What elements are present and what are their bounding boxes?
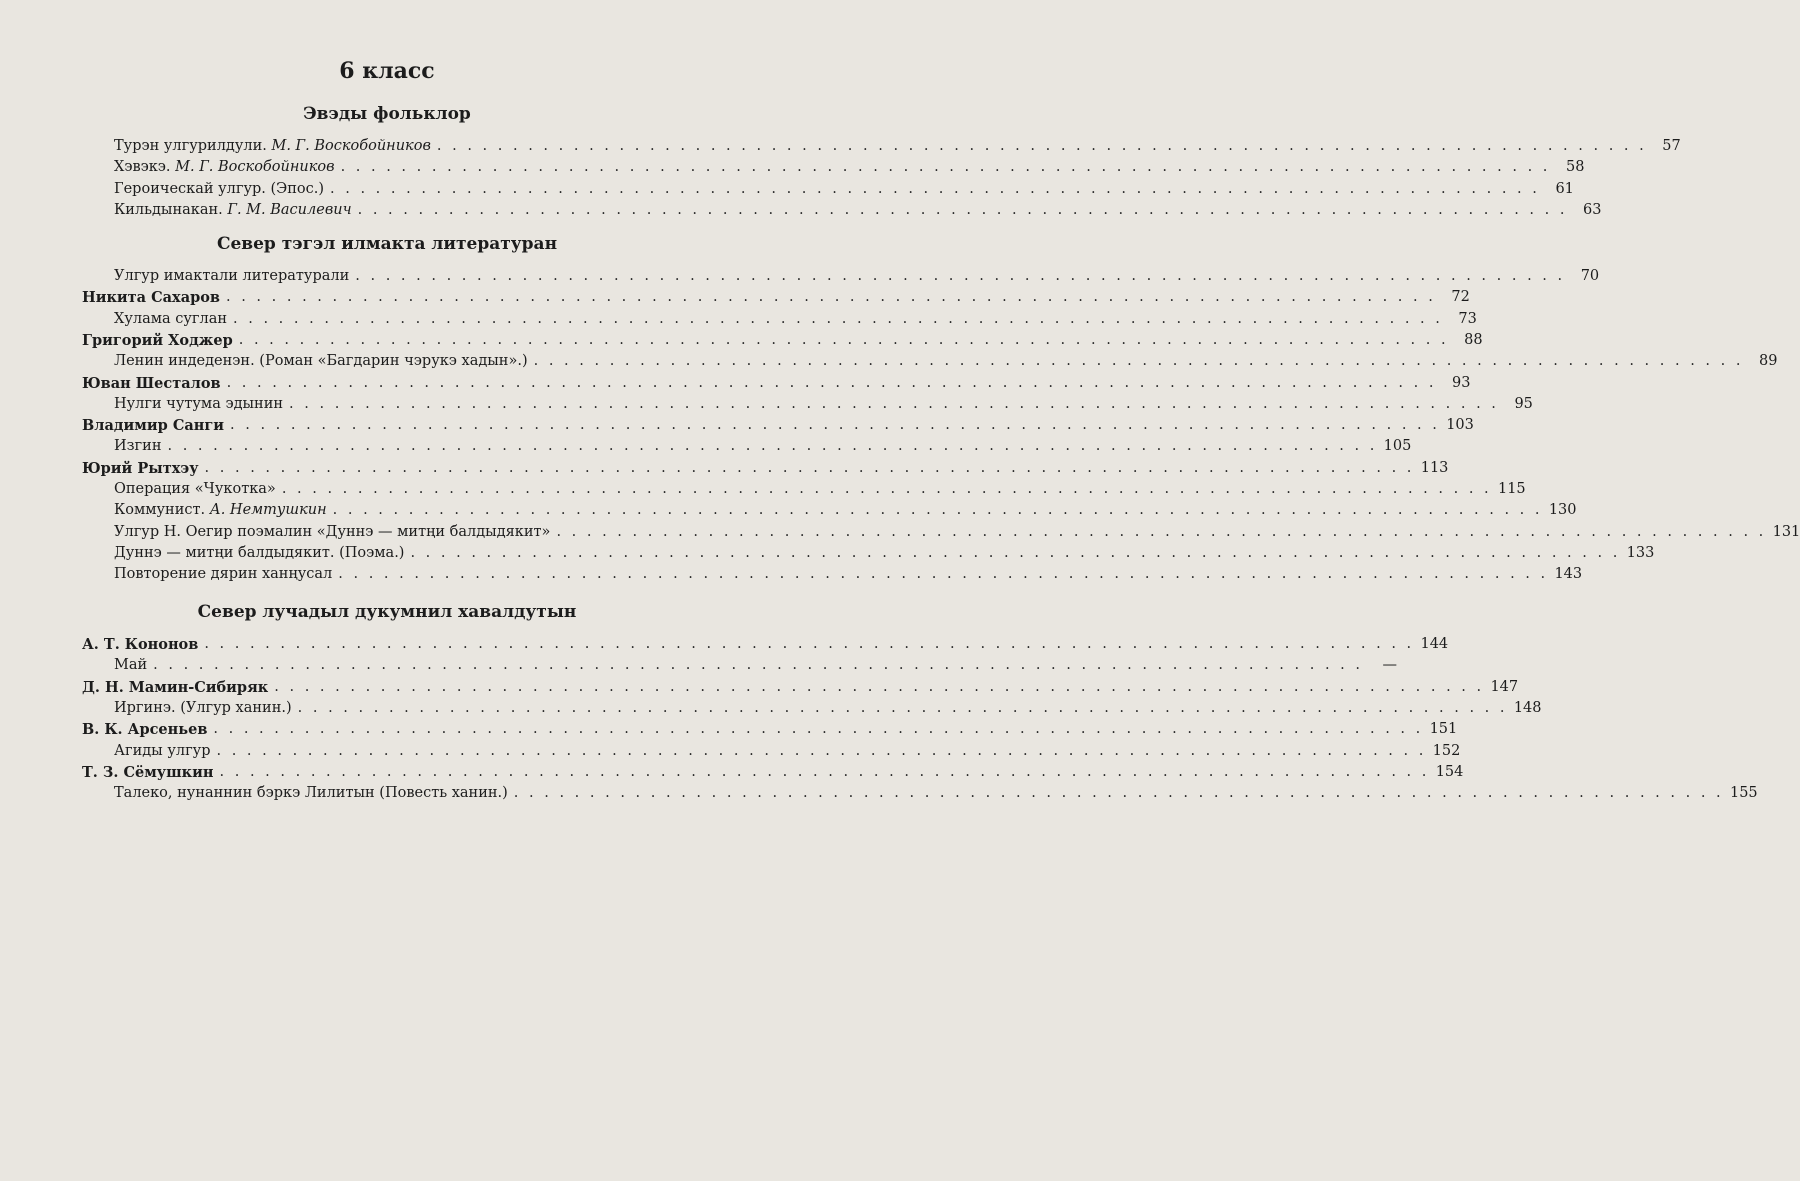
toc-entry xyxy=(114,783,1758,804)
entry-title: Улгур Н. Оегир поэмалин «Дуннэ — митңи балдыдякит» xyxy=(114,523,551,540)
toc-entry xyxy=(114,655,1398,676)
entry-author: Г. М. Василевич xyxy=(227,201,352,218)
entry-title: Нулги чутума эдынин xyxy=(114,395,284,412)
dot-leader: . . . . . . . . . . . . . . . . . . . . . . . . . . . . . . . . . . . . . . . . . . . . . . . . . . . . . . . . . . . . . . . . . . . . . . . . . . . . . . . . xyxy=(219,763,1430,780)
entry-title: Иргинэ. (Улгур ханин.) xyxy=(114,699,292,716)
page-number: 115 xyxy=(1497,481,1526,497)
toc-entry xyxy=(114,157,1585,178)
toc-entry xyxy=(114,564,1583,585)
dot-leader: . . . . . . . . . . . . . . . . . . . . . . . . . . . . . . . . . . . . . . . . . . . . . . . . . . . . . . . . . . . . . . . . . . . . . . . . . . . . . . . . xyxy=(330,180,1540,197)
page-number: 72 xyxy=(1451,289,1470,306)
dot-leader: . . . . . . . . . . . . . . . . . . . . . . . . . . . . . . . . . . . . . . . . . . . . . . . . . . . . . . . . . . . . . . . . . . . . . . . . . . . . . . . . xyxy=(233,310,1443,327)
section-title: Север лучадыл дукумнил хавалдутын xyxy=(197,602,577,622)
toc-author-entry xyxy=(82,287,1470,308)
toc-entry xyxy=(114,351,1778,372)
dot-leader: . . . . . . . . . . . . . . . . . . . . . . . . . . . . . . . . . . . . . . . . . . . . . . . . . . . . . . . . . . . . . . . . . . . . . . . . . . . . . . . . xyxy=(238,331,1449,348)
toc-author-entry xyxy=(82,415,1474,436)
dot-leader: . . . . . . . . . . . . . . . . . . . . . . . . . . . . . . . . . . . . . . . . . . . . . . . . . . . . . . . . . . . . . . . . . . . . . . . . . . . . . . . . xyxy=(281,481,1492,497)
page-number: 58 xyxy=(1565,159,1585,176)
entry-title: Владимир Санги xyxy=(82,417,225,435)
entry-title: Талеко, нунаннин бэркэ Лилитын (Повесть ханин.) xyxy=(114,785,508,802)
section-title: Эвэды фольклор xyxy=(303,104,471,124)
entry-title: Ленин индеденэн. (Роман «Багдарин чэрукэ хадын».) xyxy=(114,353,528,370)
dot-leader: . . . . . . . . . . . . . . . . . . . . . . . . . . . . . . . . . . . . . . . . . . . . . . . . . . . . . . . . . . . . . . . . . . . . . . . . . . . . . . . . xyxy=(226,374,1437,391)
toc-entry xyxy=(114,136,1681,157)
page-number: 155 xyxy=(1729,785,1758,802)
page-number: 130 xyxy=(1548,502,1577,519)
toc-entry xyxy=(114,266,1600,287)
dot-leader: . . . . . . . . . . . . . . . . . . . . . . . . . . . . . . . . . . . . . . . . . . . . . . . . . . . . . . . . . . . . . . . . . . . . . . . . . . . . . . . . xyxy=(204,459,1415,476)
page-number: 95 xyxy=(1514,395,1533,412)
dot-leader: . . . . . . . . . . . . . . . . . . . . . . . . . . . . . . . . . . . . . . . . . . . . . . . . . . . . . . . . . . . . . . . . . . . . . . . . . . . . . . . . xyxy=(410,544,1621,561)
page-number: 89 xyxy=(1759,353,1778,370)
entry-title: Т. З. Сёмушкин xyxy=(82,763,214,781)
toc-entry xyxy=(114,479,1526,500)
page-title: 6 класс xyxy=(339,58,435,84)
entry-title: Улгур имактали литературали xyxy=(114,268,350,284)
page-number: 61 xyxy=(1555,180,1574,197)
page-number: 144 xyxy=(1420,636,1449,652)
dot-leader: . . . . . . . . . . . . . . . . . . . . . . . . . . . . . . . . . . . . . . . . . . . . . . . . . . . . . . . . . . . . . . . . . . . . . . . . . . . . . . . . xyxy=(355,268,1566,284)
entry-title: Хулама суглан xyxy=(114,310,228,327)
dot-leader: . . . . . . . . . . . . . . . . . . . . . . . . . . . . . . . . . . . . . . . . . . . . . . . . . . . . . . . . . . . . . . . . . . . . . . . . . . . . . . . . xyxy=(556,523,1767,540)
entry-author: М. Г. Воскобойников xyxy=(271,138,431,154)
dot-leader: . . . . . . . . . . . . . . . . . . . . . . . . . . . . . . . . . . . . . . . . . . . . . . . . . . . . . . . . . . . . . . . . . . . . . . . . . . . . . . . . xyxy=(338,566,1549,583)
toc-author-entry xyxy=(82,677,1519,698)
page-number: 147 xyxy=(1490,678,1519,695)
dot-leader: . . . . . . . . . . . . . . . . . . . . . . . . . . . . . . . . . . . . . . . . . . . . . . . . . . . . . . . . . . . . . . . . . . . . . . . . . . . . . . . . xyxy=(513,785,1724,802)
entry-title: Турэн улгурилдули. М. Г. Воскобойников xyxy=(114,138,431,154)
entry-title: В. К. Арсеньев xyxy=(82,721,208,739)
entry-title: Май xyxy=(114,657,148,674)
toc-entry xyxy=(114,741,1461,762)
entry-title: Коммунист. А. Немтушкин xyxy=(114,502,327,519)
entry-title: Изгин xyxy=(114,438,162,455)
entry-title: Героическай улгур. (Эпос.) xyxy=(114,180,325,197)
dot-leader: . . . . . . . . . . . . . . . . . . . . . . . . . . . . . . . . . . . . . . . . . . . . . . . . . . . . . . . . . . . . . . . . . . . . . . . . . . . . . . . . xyxy=(297,699,1508,716)
page-number: 133 xyxy=(1626,544,1655,561)
toc-entry xyxy=(114,394,1533,415)
dot-leader: . . . . . . . . . . . . . . . . . . . . . . . . . . . . . . . . . . . . . . . . . . . . . . . . . . . . . . . . . . . . . . . . . . . . . . . . . . . . . . . . xyxy=(436,138,1647,154)
toc-entry xyxy=(114,543,1655,564)
page-number: 70 xyxy=(1580,268,1600,284)
entry-title: Никита Сахаров xyxy=(82,289,220,307)
dot-leader: . . . . . . . . . . . . . . . . . . . . . . . . . . . . . . . . . . . . . . . . . . . . . . . . . . . . . . . . . . . . . . . . . . . . . . . . . . . . . . . . xyxy=(213,721,1424,738)
toc-entry xyxy=(114,698,1542,719)
page-number: 154 xyxy=(1435,763,1464,780)
entry-title: Операция «Чукотка» xyxy=(114,481,276,497)
page-number: 151 xyxy=(1429,721,1458,738)
page-number: 73 xyxy=(1458,310,1477,327)
toc-author-entry xyxy=(82,719,1458,740)
page-number: 131 xyxy=(1772,523,1800,540)
toc-entry xyxy=(114,179,1574,200)
toc-author-entry xyxy=(82,373,1471,394)
toc-entry xyxy=(114,522,1800,543)
toc-entry xyxy=(114,200,1602,221)
page-number: 152 xyxy=(1432,742,1461,759)
toc-author-entry xyxy=(82,458,1449,479)
toc-author-entry xyxy=(82,330,1483,351)
entry-title: Дуннэ — митңи балдыдякит. (Поэма.) xyxy=(114,544,405,561)
page-number: 143 xyxy=(1554,566,1583,583)
dot-leader: . . . . . . . . . . . . . . . . . . . . . . . . . . . . . . . . . . . . . . . . . . . . . . . . . . . . . . . . . . . . . . . . . . . . . . . . . . . . . . . . xyxy=(332,502,1543,519)
entry-title: Хэвэкэ. М. Г. Воскобойников xyxy=(114,159,335,176)
dot-leader: . . . . . . . . . . . . . . . . . . . . . . . . . . . . . . . . . . . . . . . . . . . . . . . . . . . . . . . . . . . . . . . . . . . . . . . . . . . . . . . . xyxy=(357,201,1568,218)
entry-title: Кильдынакан. Г. М. Василевич xyxy=(114,201,352,218)
page-number: — xyxy=(1382,657,1398,674)
page-number: 103 xyxy=(1446,417,1474,434)
entry-author: А. Немтушкин xyxy=(209,502,327,519)
section-title: Север тэгэл илмакта литературан xyxy=(216,234,558,254)
entry-title: Повторение дярин ханңусал xyxy=(114,566,333,583)
entry-title: Юрий Рытхэу xyxy=(82,459,199,477)
dot-leader: . . . . . . . . . . . . . . . . . . . . . . . . . . . . . . . . . . . . . . . . . . . . . . . . . . . . . . . . . . . . . . . . . . . . . . . . . . . . . . . . xyxy=(216,742,1427,759)
toc-entry xyxy=(114,309,1477,330)
page-number: 148 xyxy=(1513,699,1542,716)
dot-leader: . . . . . . . . . . . . . . . . . . . . . . . . . . . . . . . . . . . . . . . . . . . . . . . . . . . . . . . . . . . . . . . . . . . . . . . . . . . . . . . . xyxy=(230,417,1440,434)
dot-leader: . . . . . . . . . . . . . . . . . . . . . . . . . . . . . . . . . . . . . . . . . . . . . . . . . . . . . . . . . . . . . . . . . . . . . . . . . . . . . . . . xyxy=(274,678,1485,695)
dot-leader: . . . . . . . . . . . . . . . . . . . . . . . . . . . . . . . . . . . . . . . . . . . . . . . . . . . . . . . . . . . . . . . . . . . . . . . . . . . . . . . . xyxy=(289,395,1499,412)
page-number: 93 xyxy=(1452,374,1471,391)
toc-entry xyxy=(114,500,1577,521)
page-number: 63 xyxy=(1583,201,1602,218)
toc-entry xyxy=(114,436,1412,457)
page-number: 105 xyxy=(1383,438,1412,455)
dot-leader: . . . . . . . . . . . . . . . . . . . . . . . . . . . . . . . . . . . . . . . . . . . . . . . . . . . . . . . . . . . . . . . . . . . . . . . . . . . . . . . . xyxy=(153,657,1364,674)
entry-title: А. Т. Кононов xyxy=(82,636,199,653)
entry-title: Агиды улгур xyxy=(114,742,211,759)
toc-author-entry xyxy=(82,762,1464,783)
page-number: 57 xyxy=(1662,138,1681,154)
entry-author: М. Г. Воскобойников xyxy=(175,159,335,176)
entry-title: Д. Н. Мамин-Сибиряк xyxy=(82,678,269,696)
page-number: 113 xyxy=(1420,459,1449,476)
dot-leader: . . . . . . . . . . . . . . . . . . . . . . . . . . . . . . . . . . . . . . . . . . . . . . . . . . . . . . . . . . . . . . . . . . . . . . . . . . . . . . . . xyxy=(340,159,1551,176)
entry-title: Юван Шесталов xyxy=(82,374,221,392)
dot-leader: . . . . . . . . . . . . . . . . . . . . . . . . . . . . . . . . . . . . . . . . . . . . . . . . . . . . . . . . . . . . . . . . . . . . . . . . . . . . . . . . xyxy=(204,636,1415,652)
dot-leader: . . . . . . . . . . . . . . . . . . . . . . . . . . . . . . . . . . . . . . . . . . . . . . . . . . . . . . . . . . . . . . . . . . . . . . . . . . . . . . . . xyxy=(167,438,1378,455)
toc-author-entry xyxy=(82,634,1449,655)
dot-leader: . . . . . . . . . . . . . . . . . . . . . . . . . . . . . . . . . . . . . . . . . . . . . . . . . . . . . . . . . . . . . . . . . . . . . . . . . . . . . . . . xyxy=(225,289,1436,306)
page-number: 88 xyxy=(1464,331,1483,348)
dot-leader: . . . . . . . . . . . . . . . . . . . . . . . . . . . . . . . . . . . . . . . . . . . . . . . . . . . . . . . . . . . . . . . . . . . . . . . . . . . . . . . . xyxy=(533,353,1744,370)
entry-title: Григорий Ходжер xyxy=(82,331,233,349)
